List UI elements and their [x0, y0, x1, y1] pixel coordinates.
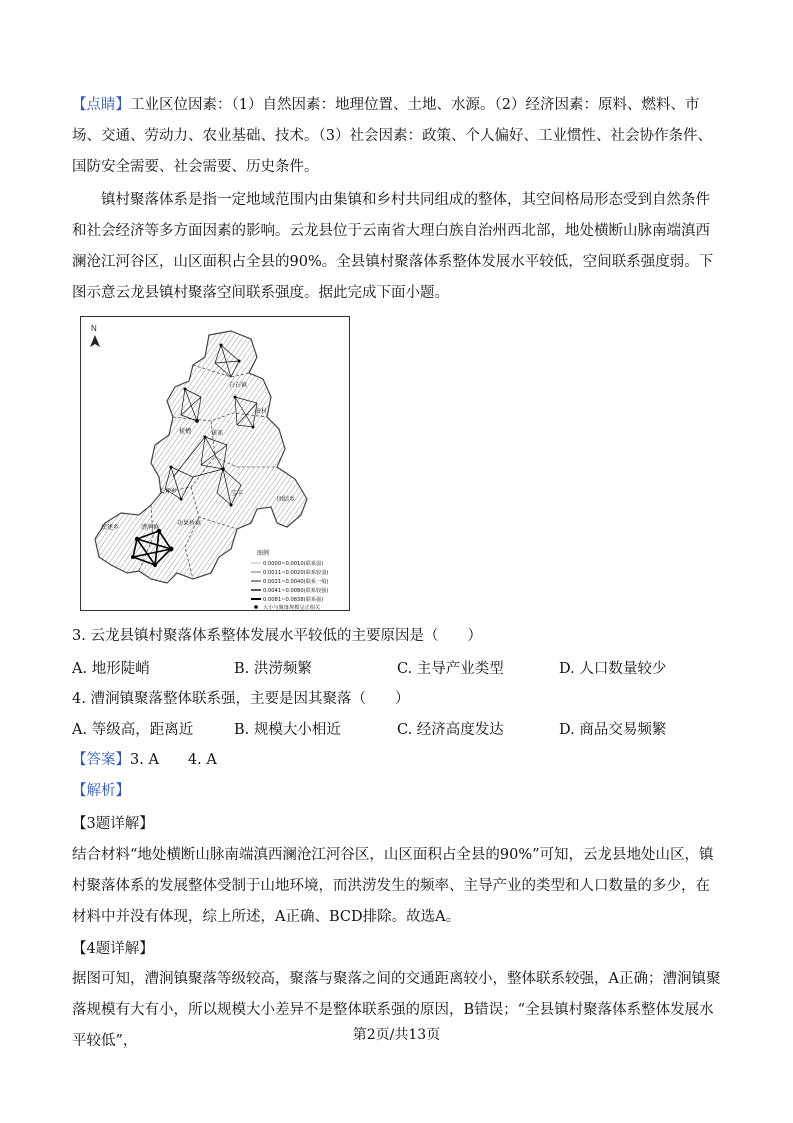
q3-options	[72, 654, 722, 684]
legend-item-5: 0.0081~0.0838(联系强)	[263, 597, 324, 603]
county-outline	[95, 331, 307, 583]
north-label: N	[91, 324, 97, 333]
analysis-label: 【解析】	[72, 783, 130, 799]
place-guanping: 关坪乡	[159, 488, 178, 495]
q4-stem: 4. 漕涧镇聚落整体联系强，主要是因其聚落（ ）	[72, 691, 410, 707]
legend-item-2: 0.0011~0.0020(联系较弱)	[263, 570, 329, 576]
place-shiqiu: 白石镇	[229, 382, 248, 389]
dianjing-paragraph	[72, 90, 722, 183]
yunlong-settlement-map	[80, 316, 350, 611]
place-baofeng: 宝丰	[231, 490, 244, 497]
north-arrow-icon	[90, 335, 100, 347]
answer-label: 【答案】	[72, 752, 130, 768]
place-caojian: 漕涧镇	[141, 524, 160, 531]
place-gongguo: 功果桥镇	[177, 520, 202, 527]
legend-item-6: 大小与聚落规模呈正相关	[263, 605, 321, 610]
legend-item-1: 0.0000~0.0010(联系弱)	[263, 561, 324, 567]
dianjing-label: 【点睛】	[72, 97, 130, 113]
d3-text: 结合材料“地处横断山脉南端滇西澜沧江河谷区，山区面积占全县的90%”可知，云龙县地处山区，镇村聚落体系的发展整体受制于山地环境，而洪涝发生的频率、主导产业的类型和人口数量的多少，在材料中并没有体现，综上所述，A正确、BCD排除。故选A。	[72, 847, 714, 925]
place-nuodeng: 诺邓	[211, 430, 224, 437]
q4-option-b: B. 规模大小相近	[234, 722, 341, 738]
place-minjian: 民建乡	[101, 524, 120, 531]
place-jiancao: 检槽	[179, 428, 192, 435]
q4-option-a: A. 等级高，距离近	[72, 722, 194, 738]
d3-label: 【3题详解】	[72, 816, 154, 832]
q3-option-b: B. 洪涝频繁	[234, 661, 312, 677]
answer-text: 3. A 4. A	[130, 752, 217, 768]
q3-option-c: C. 主导产业类型	[397, 661, 504, 677]
page-footer: 第2页/共13页	[352, 1027, 441, 1043]
d4-text: 据图可知，漕涧镇聚落等级较高，聚落与聚落之间的交通距离较小，整体联系较强，A正确；漕涧镇聚落规模有大有小，所以规模大小差异不是整体联系强的原因，B错误；“全县镇村聚落体系整体发展水平较低”，	[72, 971, 721, 1049]
q4-option-d: D. 商品交易频繁	[559, 722, 667, 738]
q3-option-d: D. 人口数量较少	[559, 661, 667, 677]
q4-options	[72, 715, 722, 745]
legend-item-4: 0.0041~0.0080(联系较强)	[263, 588, 329, 594]
intro-paragraph: 镇村聚落体系是指一定地域范围内由集镇和乡村共同组成的整体，其空间格局形态受到自然条件和社会经济等多方面因素的影响。云龙县位于云南省大理白族自治州西北部，地处横断山脉南端滇西澜沧江河谷区，山区面积占全县的90%。全县镇村聚落体系整体发展水平较低，空间联系强度弱。下图示意云龙县镇村聚落空间联系强度。据此完成下面小题。	[72, 192, 714, 301]
legend-title: 图例	[257, 550, 270, 557]
legend-item-3: 0.0021~0.0040(联系一般)	[263, 579, 329, 585]
answer-line	[72, 745, 722, 776]
place-biaocun: 表村	[255, 408, 268, 415]
map-svg	[81, 317, 349, 610]
d4-label: 【4题详解】	[72, 941, 154, 957]
place-tuanjie: 团结乡	[277, 496, 296, 503]
q4-option-c: C. 经济高度发达	[397, 722, 504, 738]
map-legend	[251, 549, 328, 610]
q3-option-a: A. 地形陡峭	[72, 661, 150, 677]
q3-stem: 3. 云龙县镇村聚落体系整体发展水平较低的主要原因是（ ）	[72, 628, 482, 644]
dianjing-text: 工业区位因素：（1）自然因素：地理位置、土地、水源。（2）经济因素：原料、燃料、市场、交通、劳动力、农业基础、技术。（3）社会因素：政策、个人偏好、工业惯性、社会协作条件、国防安全需要、社会需要、历史条件。	[72, 97, 712, 175]
